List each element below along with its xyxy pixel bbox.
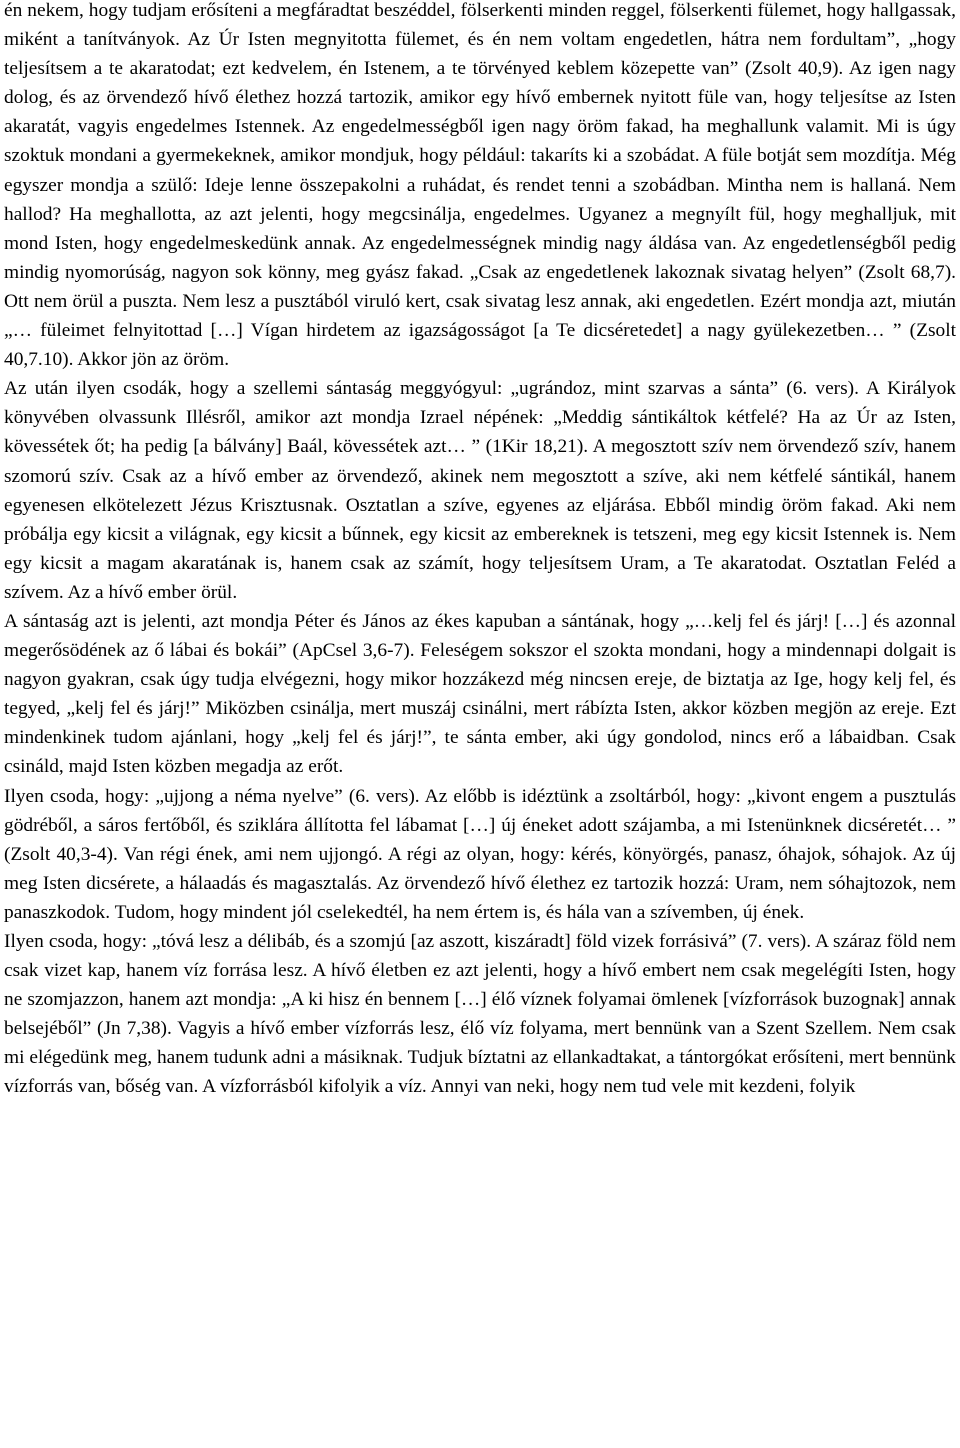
- paragraph-3: A sántaság azt is jelenti, azt mondja Péter és János az ékes kapuban a sántának, hogy „…kelj fel és járj! […] és azonnal megerősödének az ő lábai és bokái” (ApCsel 3,6-7). Feleségem sokszor el szokta mondani, hogy a mindennapi dolgait is nagyon gyakran, csak úgy tudja elvégezni, hogy mikor hozzákezd még nincsen ereje, de biztatja az Ige, hogy kelj fel, és tegyed, „kelj fel és járj!” Miközben csinálja, mert muszáj csinálni, mert rábízta Isten, akkor közben megjön az ereje. Ezt mindenkinek tudom ajánlani, hogy „kelj fel és járj!”, te sánta ember, aki úgy gondolod, nincs erő a lábaidban. Csak csináld, majd Isten közben megadja az erőt.: [4, 610, 956, 778]
- paragraph-4: Ilyen csoda, hogy: „ujjong a néma nyelve” (6. vers). Az előbb is idéztünk a zsoltárból, hogy: „kivont engem a pusztulás gödréből, a sáros fertőből, és sziklára állította fel lábamat […] új éneket adott szájamba, a mi Istenünknek dicséretét… ” (Zsolt 40,3-4). Van régi ének, ami nem ujjongó. A régi az olyan, hogy: kérés, könyörgés, panasz, óhajok, sóhajok. Az új meg Isten dicsérete, a hálaadás és magasztalás. Az örvendező hívő élethez ez tartozik hozzá: Uram, nem sóhajtozok, nem panaszkodok. Tudom, hogy mindent jól cselekedtél, ha nem értem is, és hála van a szívemben, új ének.: [4, 785, 956, 923]
- paragraph-2: Az után ilyen csodák, hogy a szellemi sántaság meggyógyul: „ugrándoz, mint szarvas a sánta” (6. vers). A Királyok könyvében olvassunk Illésről, amikor azt mondja Izrael népének: „Meddig sántikáltok kétfelé? Ha az Úr az Isten, kövessétek őt; ha pedig [a bálvány] Baál, kövessétek azt… ” (1Kir 18,21). A megosztott szív nem örvendező szív, hanem szomorú szív. Csak az a hívő ember az örvendező, akinek nem megosztott a szíve, aki nem kétfelé sántikál, hanem egyenesen elkötelezett Jézus Krisztusnak. Osztatlan a szíve, egyenes az eljárása. Ebből mindig öröm fakad. Aki nem próbálja egy kicsit a világnak, egy kicsit a bűnnek, egy kicsit az embereknek is tetszeni, meg egy kicsit Istennek is. Nem egy kicsit a magam akaratának is, hanem csak az számít, hogy teljesítsem Uram, a Te akaratodat. Osztatlan Feléd a szívem. Az a hívő ember örül.: [4, 378, 956, 603]
- paragraph-5: Ilyen csoda, hogy: „tóvá lesz a délibáb, és a szomjú [az aszott, kiszáradt] föld vizek forrásivá” (7. vers). A száraz föld nem csak vizet kap, hanem víz forrása lesz. A hívő életben ez azt jelenti, hogy a hívő embert nem csak megelégíti Isten, hogy ne szomjazzon, hanem azt mondja: „A ki hisz én bennem […] élő víznek folyamai ömlenek [vízforrások buzognak] annak belsejéből” (Jn 7,38). Vagyis a hívő ember vízforrás lesz, élő víz folyama, mert bennünk van a Szent Szellem. Nem csak mi elégedünk meg, hanem tudunk adni a másiknak. Tudjuk bíztatni az ellankadtakat, a tántorgókat erősíteni, mert bennünk vízforrás van, bőség van. A vízforrásból kifolyik a víz. Annyi van neki, hogy nem tud vele mit kezdeni, folyik: [4, 931, 956, 1098]
- document-page: [4, 0, 956, 1448]
- paragraph-1: én nekem, hogy tudjam erősíteni a megfáradtat beszéddel, fölserkenti minden reggel, fölserkenti fülemet, hogy hallgassak, miként a tanítványok. Az Úr Isten megnyitotta fülemet, és én nem voltam engedetlen, hátra nem fordultam”, „hogy teljesítsem a te akaratodat; ezt kedvelem, én Istenem, a te törvényed keblem közepette van” (Zsolt 40,9). Az igen nagy dolog, és az örvendező hívő élethez hozzá tartozik, amikor egy hívő embernek nyitott füle van, hogy teljesítse az Isten akaratát, vagyis engedelmes Istennek. Az engedelmességből igen nagy öröm fakad, ha meghallunk valamit. Mi is úgy szoktuk mondani a gyermekeknek, amikor mondjuk, hogy például: takaríts ki a szobádat. A füle botját sem mozdítja. Még egyszer mondja a szülő: Ideje lenne összepakolni a ruhádat, és rendet tenni a szobádban. Mintha nem is hallaná. Nem hallod? Ha meghallotta, az azt jelenti, hogy megcsinálja, engedelmes. Ugyanez a megnyílt fül, hogy meghalljuk, mit mond Isten, hogy engedelmeskedünk annak. Az engedelmességnek mindig nagy áldása van. Az engedetlenségből pedig mindig nyomorúság, nagyon sok könny, meg gyász fakad. „Csak az engedetlenek lakoznak sivatag helyen” (Zsolt 68,7). Ott nem örül a puszta. Nem lesz a pusztából viruló kert, csak sivatag lesz annak, aki engedetlen. Ezért mondja azt, miután „… füleimet felnyitottad […] Vígan hirdetem az igazságosságot [a Te dicséretedet] a nagy gyülekezetben… ” (Zsolt 40,7.10). Akkor jön az öröm.: [4, 0, 956, 371]
